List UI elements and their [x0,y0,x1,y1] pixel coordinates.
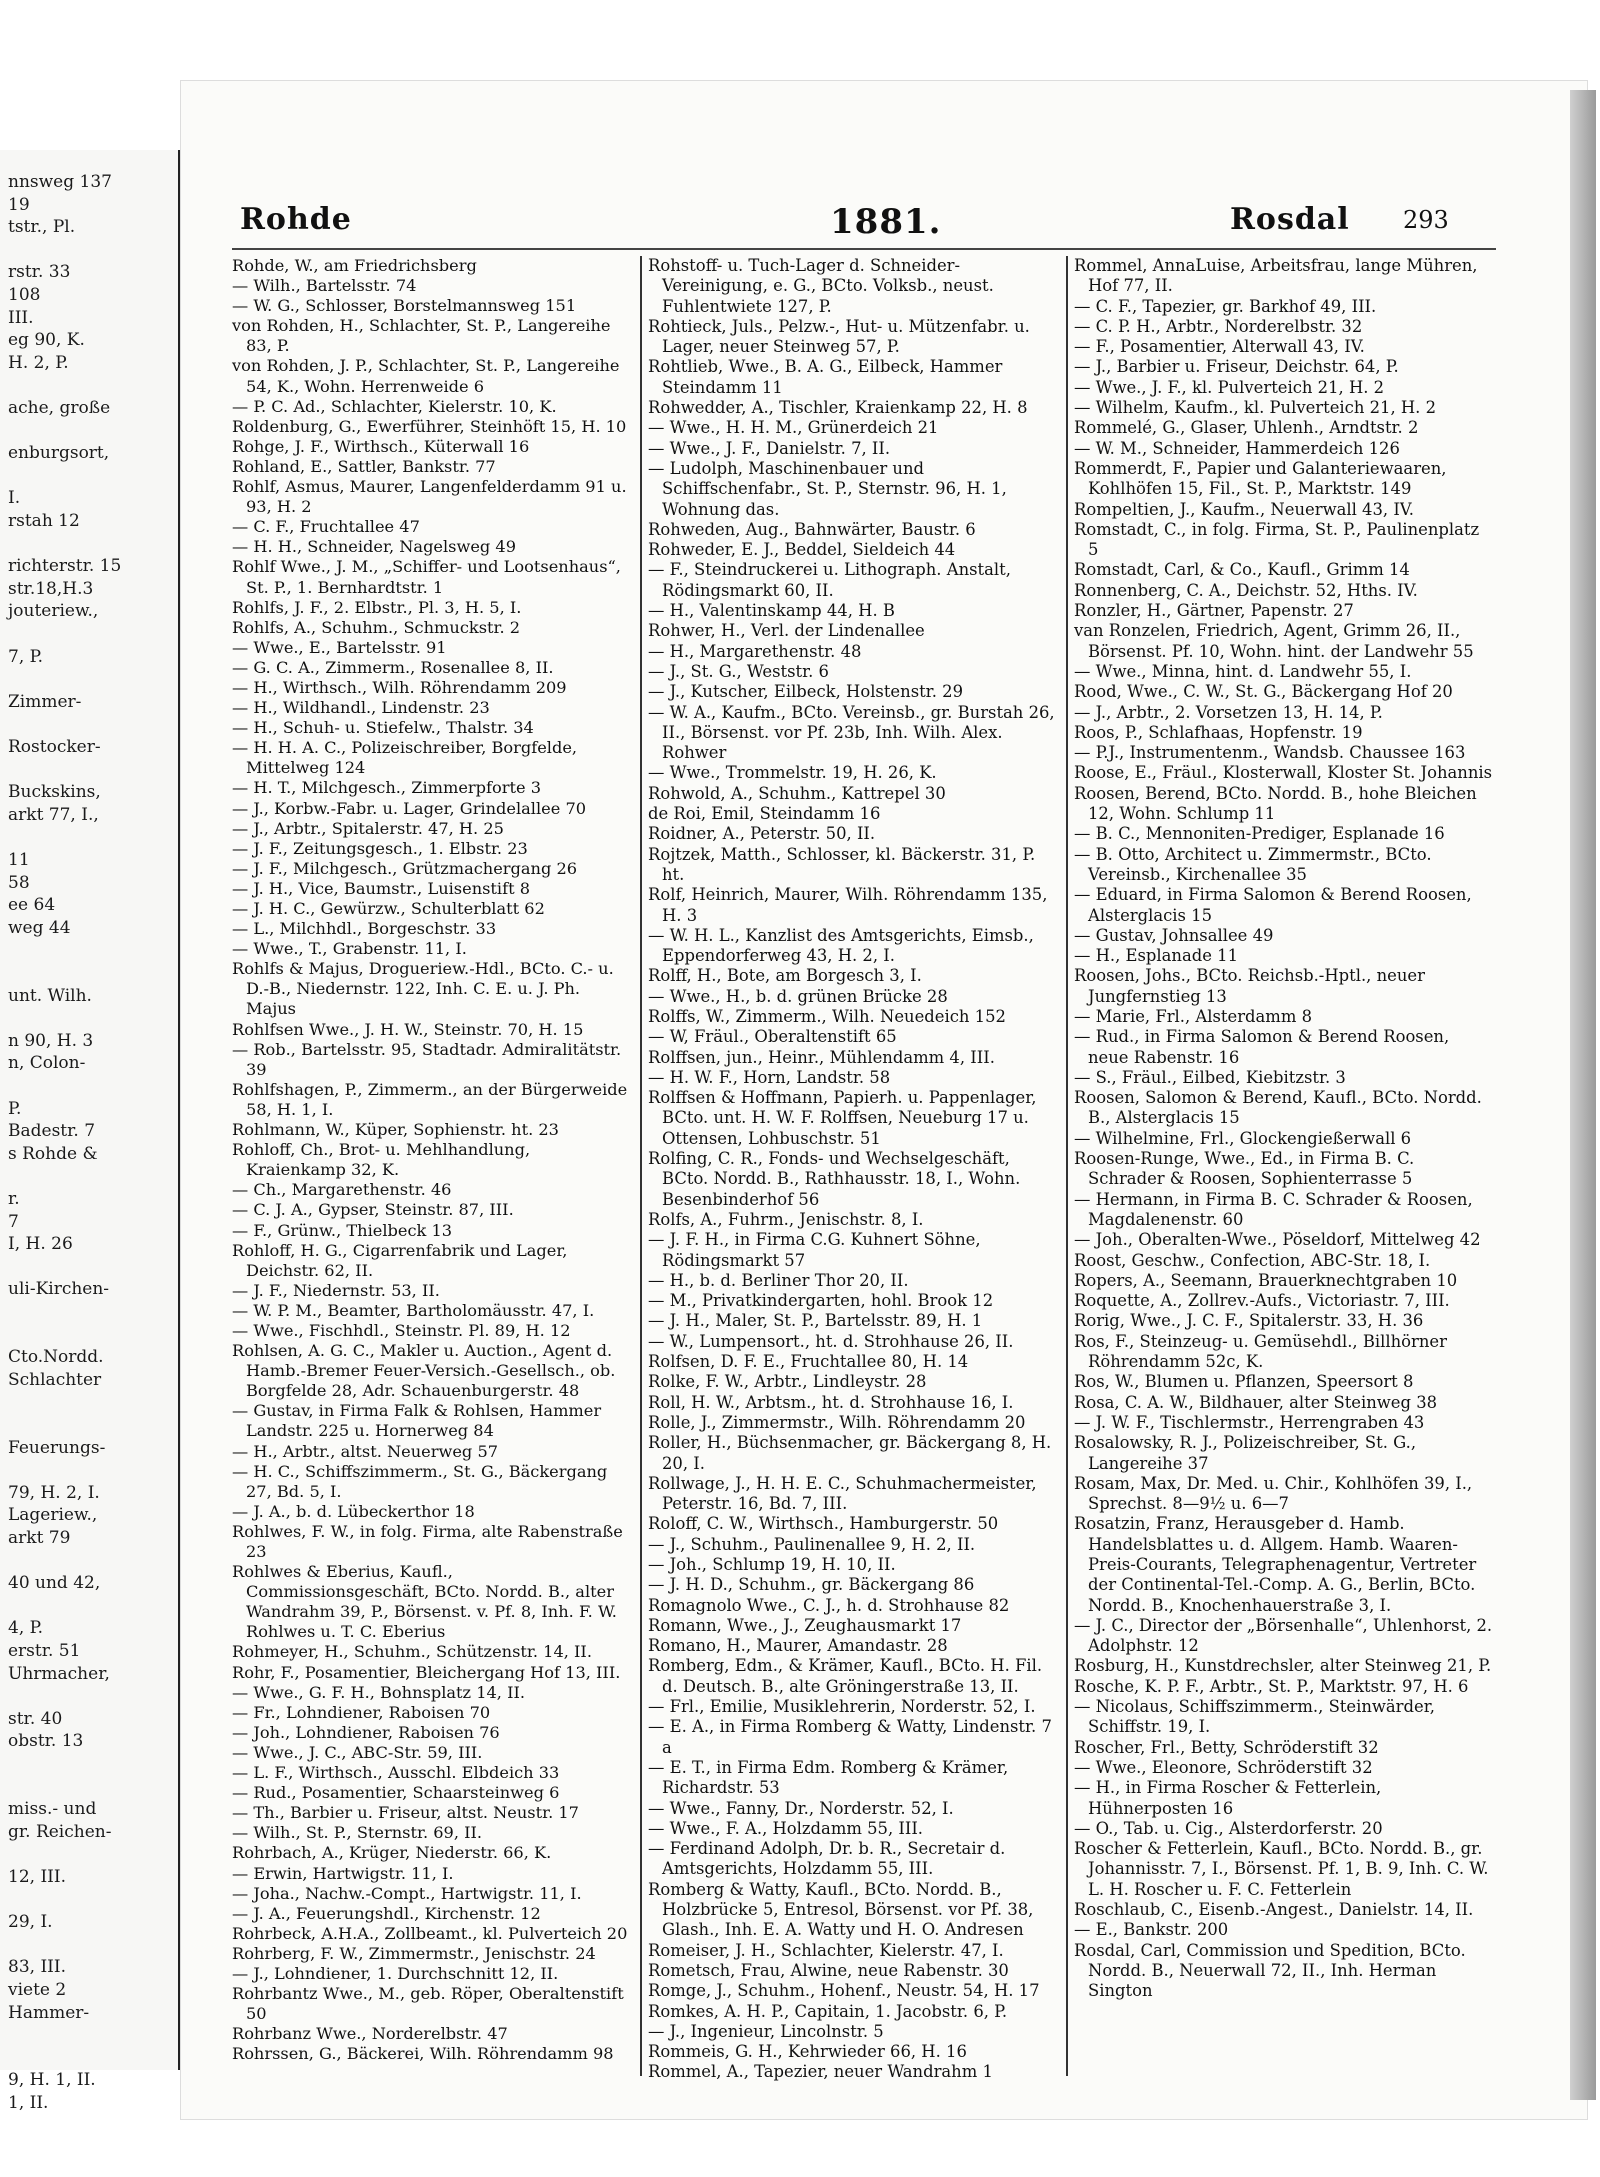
directory-entry: — Wilh., St. P., Sternstr. 69, II. [232,1823,483,1843]
directory-entry: — Wwe., Fischhdl., Steinstr. Pl. 89, H. 12 [232,1320,571,1340]
directory-entry: Rompeltien, J., Kaufm., Neuerwall 43, IV. [1074,499,1414,519]
page-number: 293 [1403,206,1449,234]
directory-entry: Rohlfshagen, P., Zimmerm., an der Bürgerweide 58, H. 1, I. [232,1079,628,1119]
directory-entry: Rohtieck, Juls., Pelzw.-, Hut- u. Mützenfabr. u. Lager, neuer Steinweg 57, P. [648,316,1030,357]
directory-entry: — Wwe., Minna, hint. d. Landwehr 55, I. [1074,661,1412,681]
previous-page-fragment: 11 [8,850,30,870]
previous-page-fragment: arkt 77, I., [8,804,99,825]
directory-entry: — J. F., Milchgesch., Grützmachergang 26 [232,858,578,878]
directory-page [180,80,1588,2120]
directory-entry: — J. H. C., Gewürzw., Schulterblatt 62 [232,899,545,918]
previous-page-fragment: arkt 79 [8,1528,71,1548]
directory-entry: — Wwe., Fanny, Dr., Norderstr. 52, I. [648,1798,954,1818]
directory-column-1 [232,256,632,2064]
directory-entry: — Rob., Bartelsstr. 95, Stadtadr. Admiralitätstr. 39 [232,1039,622,1079]
directory-entry: Rommerdt, F., Papier und Galanteriewaaren, Kohlhöfen 15, Fil., St. P., Marktstr. 149 [1074,458,1447,499]
directory-entry: Roquette, A., Zollrev.-Aufs., Victoriastr. 7, III. [1074,1291,1450,1311]
directory-entry: de Roi, Emil, Steindamm 16 [648,804,881,824]
previous-page-fragment: 7 [8,1211,19,1232]
directory-entry: Roosen-Runge, Wwe., Ed., in Firma B. C. Schrader & Roosen, Sophienterrasse 5 [1074,1149,1415,1189]
directory-entry: von Rohden, H., Schlachter, St. P., Langereihe 83, P. [232,316,611,356]
directory-entry: Rolffsen, jun., Heinr., Mühlendamm 4, III. [648,1047,995,1067]
directory-entry: Rommeis, G. H., Kehrwieder 66, H. 16 [648,2042,967,2062]
previous-page-fragment: H. 2, P. [8,352,69,373]
directory-entry: Rohrssen, G., Bäckerei, Wilh. Röhrendamm 98 [232,2044,614,2064]
directory-entry: Rohlwes & Eberius, Kaufl., Commissionsgeschäft, BCto. Nordd. B., alter Wandrahm 39, P., Börsenst. v. Pf. 8, Inh. F. W. Rohlwes u. T. C. Eberius [232,1562,617,1642]
previous-page-fragment: 12, III. [8,1867,66,1887]
directory-entry: — Joh., Lohndiener, Raboisen 76 [232,1722,500,1742]
directory-entry: — J. F., Niedernstr. 53, II. [232,1280,440,1300]
directory-entry: Rolke, F. W., Arbtr., Lindleystr. 28 [648,1372,927,1392]
directory-entry: Ros, F., Steinzeug- u. Gemüsehdl., Billhörner Röhrendamm 52c, K. [1074,1331,1447,1372]
directory-entry: Rohlfs & Majus, Drogueriew.-Hdl., BCto. C.- u. D.-B., Niedernstr. 122, Inh. C. E. u. J. Ph. Majus [232,959,614,1019]
previous-page-fragment: 7, P. [8,646,44,667]
previous-page-fragment: 1, II. [8,2093,49,2113]
previous-page-fragment: Rostocker- [8,737,101,757]
directory-entry: — Wwe., Eleonore, Schröderstift 32 [1074,1757,1373,1777]
directory-entry: Rohlwes, F. W., in folg. Firma, alte Rabenstraße 23 [232,1521,623,1561]
directory-entry: — W. A., Kaufm., BCto. Vereinsb., gr. Burstah 26, II., Börsenst. vor Pf. 23b, Inh. Wilh. Alex. Rohwer [648,702,1055,763]
directory-entry: Roidner, A., Peterstr. 50, II. [648,824,876,844]
directory-entry: Rohtlieb, Wwe., B. A. G., Eilbeck, Hammer Steindamm 11 [648,357,1003,397]
previous-page-fragment: Feuerungs- [8,1437,106,1458]
previous-page-fragment: Zimmer- [8,691,82,712]
directory-entry: — J., Barbier u. Friseur, Deichstr. 64, P. [1074,357,1399,377]
previous-page-fragment: str.18,H.3 [8,578,94,599]
directory-entry: Rohweden, Aug., Bahnwärter, Baustr. 6 [648,519,976,539]
previous-page-fragment: nnsweg 137 [8,172,112,192]
directory-entry: — H. H. A. C., Polizeischreiber, Borgfelde, Mittelweg 124 [232,738,578,778]
previous-page-fragment: rstr. 33 [8,262,71,283]
directory-entry: — G. C. A., Zimmerm., Rosenallee 8, II. [232,657,554,677]
directory-entry: Rohrbantz Wwe., M., geb. Röper, Oberaltenstift 50 [232,1984,624,2024]
directory-entry: — P. C. Ad., Schlachter, Kielerstr. 10, K. [232,396,557,416]
directory-entry: — H., Arbtr., altst. Neuerweg 57 [232,1441,499,1461]
directory-entry: — F., Steindruckerei u. Lithograph. Anstalt, Rödingsmarkt 60, II. [648,560,1011,600]
directory-entry: Roosen, Salomon & Berend, Kaufl., BCto. Nordd. B., Alsterglacis 15 [1074,1088,1482,1128]
directory-entry: — C. F., Tapezier, gr. Barkhof 49, III. [1074,296,1377,316]
directory-entry: — Erwin, Hartwigstr. 11, I. [232,1863,454,1883]
directory-entry: — M., Privatkindergarten, hohl. Brook 12 [648,1291,994,1311]
directory-entry: — S., Fräul., Eilbed, Kiebitzstr. 3 [1074,1067,1346,1087]
directory-entry: — Wwe., H., b. d. grünen Brücke 28 [648,986,948,1006]
directory-entry: — Nicolaus, Schiffszimmerm., Steinwärder, Schiffstr. 19, I. [1074,1697,1435,1737]
previous-page-fragment: erstr. 51 [8,1641,81,1661]
previous-page-fragment: Badestr. 7 [8,1121,96,1142]
previous-page-fragment: I, H. 26 [8,1234,73,1255]
directory-entry: Roscher, Frl., Betty, Schröderstift 32 [1074,1737,1379,1757]
directory-entry: Rohlmann, W., Küper, Sophienstr. ht. 23 [232,1120,559,1140]
previous-page-fragment: 83, III. [8,1957,66,1978]
directory-entry: Rojtzek, Matth., Schlosser, kl. Bäckerstr. 31, P. ht. [648,844,1036,884]
directory-entry: — P.J., Instrumentenm., Wandsb. Chaussee 163 [1074,743,1466,763]
directory-entry: — J. H. D., Schuhm., gr. Bäckergang 86 [648,1575,975,1595]
directory-entry: — L., Milchhdl., Borgeschstr. 33 [232,919,497,939]
directory-entry: — H., Valentinskamp 44, H. B [648,601,895,621]
directory-entry: Rohland, E., Sattler, Bankstr. 77 [232,456,496,476]
directory-entry: Roloff, C. W., Wirthsch., Hamburgerstr. 50 [648,1514,999,1534]
directory-entry: — J. H., Maler, St. P., Bartelsstr. 89, H. 1 [648,1311,983,1331]
directory-column-3 [1074,256,1494,2002]
directory-entry: — Wwe., J. F., Danielstr. 7, II. [648,438,891,458]
directory-entry: Ronnenberg, C. A., Deichstr. 52, Hths. IV. [1074,580,1418,600]
previous-page-fragment: n, Colon- [8,1053,86,1074]
previous-page-fragment: uli-Kirchen- [8,1279,110,1300]
directory-entry: — Gustav, in Firma Falk & Rohlsen, Hammer Landstr. 225 u. Hornerweg 84 [232,1401,602,1441]
directory-entry: Rosa, C. A. W., Bildhauer, alter Steinweg 38 [1074,1392,1438,1412]
directory-entry: Rolffs, W., Zimmerm., Wilh. Neuedeich 152 [648,1006,1006,1026]
directory-entry: — H., Schuh- u. Stiefelw., Thalstr. 34 [232,718,534,738]
previous-page-fragment: unt. Wilh. [8,985,92,1006]
directory-entry: — Joh., Schlump 19, H. 10, II. [648,1555,896,1574]
directory-entry: Rohloff, H. G., Cigarrenfabrik und Lager, Deichstr. 62, II. [232,1240,568,1280]
directory-entry: — Wwe., J. C., ABC-Str. 59, III. [232,1742,483,1762]
previous-page-fragment: 108 [8,285,41,305]
directory-entry: Rohlfs, A., Schuhm., Schmuckstr. 2 [232,617,521,637]
previous-page-fragment: III. [8,307,34,328]
directory-entry: — W. G., Schlosser, Borstelmannsweg 151 [232,296,577,316]
directory-entry: — E., Bankstr. 200 [1074,1920,1229,1940]
directory-entry: Roscher & Fetterlein, Kaufl., BCto. Nordd. B., gr. Johannisstr. 7, I., Börsenst. Pf. 1, B. 9, Inh. C. W. L. H. Roscher u. F. C. Fetterlein [1074,1839,1489,1899]
directory-entry: — Rud., in Firma Salomon & Berend Roosen, neue Rabenstr. 16 [1074,1027,1450,1067]
directory-entry: Rohweder, E. J., Beddel, Sieldeich 44 [648,540,956,560]
directory-entry: — W, Fräul., Oberaltenstift 65 [648,1027,897,1047]
directory-entry: Rollwage, J., H. H. E. C., Schuhmachermeister, Peterstr. 16, Bd. 7, III. [648,1473,1037,1514]
directory-entry: Rohge, J. F., Wirthsch., Küterwall 16 [232,436,530,456]
previous-page-fragment: gr. Reichen- [8,1821,112,1842]
directory-entry: — C. P. H., Arbtr., Norderelbstr. 32 [1074,316,1363,336]
directory-entry: — H. W. F., Horn, Landstr. 58 [648,1067,891,1087]
previous-page-fragment: 79, H. 2, I. [8,1482,100,1503]
directory-entry: Roll, H. W., Arbtsm., ht. d. Strohhause 16, I. [648,1392,1014,1412]
previous-page-fragment: I. [8,488,21,509]
header-left-keyword: Rohde [240,202,352,237]
directory-entry: Rosche, K. P. F., Arbtr., St. P., Marktstr. 97, H. 6 [1074,1676,1469,1696]
directory-entry: — Wwe., T., Grabenstr. 11, I. [232,939,467,959]
directory-entry: van Ronzelen, Friedrich, Agent, Grimm 26, II., Börsenst. Pf. 10, Wohn. hint. der Landwehr 55 [1074,621,1474,661]
previous-page-fragment: 29, I. [8,1912,53,1933]
directory-entry: — J., Ingenieur, Lincolnstr. 5 [648,2021,884,2041]
directory-entry: — B. Otto, Architect u. Zimmermstr., BCto. Vereinsb., Kirchenallee 35 [1074,844,1432,884]
directory-entry: Rohrbach, A., Krüger, Niederstr. 66, K. [232,1843,552,1863]
directory-entry: Roose, E., Fräul., Klosterwall, Kloster St. Johannis [1074,763,1493,783]
directory-entry: — Rud., Posamentier, Schaarsteinweg 6 [232,1783,560,1803]
directory-entry: Rohrbeck, A.H.A., Zollbeamt., kl. Pulverteich 20 [232,1923,628,1943]
column-divider [1066,256,1068,2076]
directory-entry: — J., Arbtr., Spitalerstr. 47, H. 25 [232,818,504,838]
directory-entry: Rolle, J., Zimmermstr., Wilh. Röhrendamm 20 [648,1412,1026,1432]
directory-entry: Roosen, Johs., BCto. Reichsb.-Hptl., neuer Jungfernstieg 13 [1074,966,1425,1006]
directory-entry: — F., Grünw., Thielbeck 13 [232,1220,453,1240]
directory-entry: Roost, Geschw., Confection, ABC-Str. 18, I. [1074,1250,1431,1270]
directory-entry: — C. F., Fruchtallee 47 [232,517,420,537]
directory-entry: Rommelé, G., Glaser, Uhlenh., Arndtstr. 2 [1074,418,1419,438]
directory-entry: — Eduard, in Firma Salomon & Berend Roosen, Alsterglacis 15 [1074,885,1472,925]
directory-entry: — H. T., Milchgesch., Zimmerpforte 3 [232,778,541,798]
previous-page-fragment: tstr., Pl. [8,217,76,238]
directory-entry: Romberg & Watty, Kaufl., BCto. Nordd. B., Holzbrücke 5, Entresol, Börsenst. vor Pf. 38, Glash., Inh. E. A. Watty und H. O. Andresen [648,1879,1034,1940]
directory-entry: Rohlfsen Wwe., J. H. W., Steinstr. 70, H. 15 [232,1019,584,1039]
directory-entry: — H., Wildhandl., Lindenstr. 23 [232,698,490,718]
directory-entry: — H., Wirthsch., Wilh. Röhrendamm 209 [232,677,567,697]
directory-entry: Rommel, AnnaLuise, Arbeitsfrau, lange Mühren, Hof 77, II. [1074,256,1478,296]
directory-entry: Rosam, Max, Dr. Med. u. Chir., Kohlhöfen 39, I., Sprechst. 8—9½ u. 6—7 [1074,1473,1473,1514]
directory-entry: Rolffsen & Hoffmann, Papierh. u. Pappenlager, BCto. unt. H. W. F. Rolffsen, Neueburg 17 u. Ottensen, Lohbuschstr. 51 [648,1088,1037,1148]
previous-page-fragment: Uhrmacher, [8,1663,110,1684]
directory-entry: Romstadt, Carl, & Co., Kaufl., Grimm 14 [1074,560,1410,580]
directory-entry: Rohrbanz Wwe., Norderelbstr. 47 [232,2024,508,2044]
directory-entry: — Th., Barbier u. Friseur, altst. Neustr. 17 [232,1803,579,1823]
directory-column-2 [648,256,1060,2083]
previous-page-fragment: richterstr. 15 [8,556,122,577]
directory-entry: Romberg, Edm., & Krämer, Kaufl., BCto. H. Fil. d. Deutsch. B., alte Gröningerstraße 13, II. [648,1656,1043,1696]
previous-page-fragment: r. [8,1189,20,1209]
directory-entry: Rohrberg, F. W., Zimmermstr., Jenischstr. 24 [232,1943,596,1963]
directory-entry: — J., Korbw.-Fabr. u. Lager, Grindelallee 70 [232,798,587,818]
directory-entry: Rolf, Heinrich, Maurer, Wilh. Röhrendamm 135, H. 3 [648,885,1048,925]
directory-entry: — Wwe., F. A., Holzdamm 55, III. [648,1818,924,1838]
previous-page-fragment: 19 [8,194,30,215]
directory-entry: — Wilhelmine, Frl., Glockengießerwall 6 [1074,1128,1412,1148]
directory-entry: Rohr, F., Posamentier, Bleichergang Hof 13, III. [232,1662,621,1682]
directory-entry: — W. H. L., Kanzlist des Amtsgerichts, Eimsb., Eppendorferweg 43, H. 2, I. [648,925,1034,966]
directory-entry: Rommel, A., Tapezier, neuer Wandrahm 1 [648,2062,993,2082]
directory-entry: — Ch., Margarethenstr. 46 [232,1180,452,1200]
directory-entry: Rolff, H., Bote, am Borgesch 3, I. [648,966,922,986]
directory-entry: Rohmeyer, H., Schuhm., Schützenstr. 14, II. [232,1642,592,1662]
directory-entry: Ropers, A., Seemann, Brauerknechtgraben 10 [1074,1270,1458,1290]
directory-entry: — Fr., Lohndiener, Raboisen 70 [232,1702,491,1722]
header-year: 1881. [830,202,942,242]
previous-page-fragment: ache, große [8,398,111,418]
page-edge-shadow [1570,90,1596,2100]
directory-entry: — Wwe., E., Bartelsstr. 91 [232,637,447,657]
directory-entry: — B. C., Mennoniten-Prediger, Esplanade 16 [1074,824,1445,844]
directory-entry: Roos, P., Schlafhaas, Hopfenstr. 19 [1074,722,1363,742]
directory-entry: — W. M., Schneider, Hammerdeich 126 [1074,438,1400,458]
directory-entry: — J. F., Zeitungsgesch., 1. Elbstr. 23 [232,838,528,858]
directory-entry: Romkes, A. H. P., Capitain, 1. Jacobstr. 6, P. [648,2001,1008,2021]
directory-entry: — Wilh., Bartelsstr. 74 [232,276,417,296]
directory-entry: Ros, W., Blumen u. Pflanzen, Speersort 8 [1074,1372,1414,1392]
directory-entry: Rolfsen, D. F. E., Fruchtallee 80, H. 14 [648,1352,969,1372]
directory-entry: — J. C., Director der „Börsenhalle“, Uhlenhorst, 2. Adolphstr. 12 [1074,1615,1493,1656]
previous-page-fragment: Hammer- [8,2002,90,2023]
directory-entry: Rohstoff- u. Tuch-Lager d. Schneider-Vereinigung, e. G., BCto. Volksb., neust. Fuhlentwiete 127, P. [648,256,994,316]
directory-entry: — J. A., b. d. Lübeckerthor 18 [232,1501,475,1521]
directory-entry: Roschlaub, C., Eisenb.-Angest., Danielstr. 14, II. [1074,1900,1474,1920]
directory-entry: Rohwold, A., Schuhm., Kattrepel 30 [648,783,946,803]
directory-entry: — L. F., Wirthsch., Ausschl. Elbdeich 33 [232,1763,560,1783]
previous-page-fragment: enburgsort, [8,443,110,464]
directory-entry: Rohlfs, J. F., 2. Elbstr., Pl. 3, H. 5, I. [232,597,522,617]
previous-page-fragment: rstah 12 [8,511,80,531]
directory-entry: — H. C., Schiffszimmerm., St. G., Bäckergang 27, Bd. 5, I. [232,1461,608,1501]
previous-page-fragment: Schlachter [8,1369,102,1390]
directory-entry: Rolfing, C. R., Fonds- und Wechselgeschäft, BCto. Nordd. B., Rathhausstr. 18, I., Wohn. Besenbinderhof 56 [648,1149,1021,1209]
directory-entry: — H., Margarethenstr. 48 [648,641,862,661]
directory-entry: Rohwer, H., Verl. der Lindenallee [648,621,925,641]
directory-entry: Rohlsen, A. G. C., Makler u. Auction., Agent d. Hamb.-Bremer Feuer-Versich.-Gesellsch., ob. Borgfelde 28, Adr. Schauenburgerstr. 48 [232,1341,616,1401]
previous-page-fragment: 9, H. 1, II. [8,2070,96,2091]
previous-page-fragment: ee 64 [8,895,56,916]
directory-entry: — J., Schuhm., Paulinenallee 9, H. 2, II. [648,1534,976,1554]
directory-entry: Rosburg, H., Kunstdrechsler, alter Steinweg 21, P. [1074,1656,1492,1676]
directory-entry: — H. H., Schneider, Nagelsweg 49 [232,537,517,557]
previous-page-fragment: jouterіew., [8,601,99,622]
directory-entry: — Marie, Frl., Alsterdamm 8 [1074,1006,1313,1026]
previous-page-fragment: n 90, H. 3 [8,1030,94,1051]
directory-entry: Rohde, W., am Friedrichsberg [232,256,477,275]
header-divider [232,248,1496,250]
directory-entry: — E. A., in Firma Romberg & Watty, Lindenstr. 7 a [648,1717,1052,1757]
directory-entry: — C. J. A., Gypser, Steinstr. 87, III. [232,1200,514,1220]
directory-entry: Rood, Wwe., C. W., St. G., Bäckergang Hof 20 [1074,682,1453,702]
directory-entry: — Wwe., J. F., kl. Pulverteich 21, H. 2 [1074,377,1385,397]
directory-entry: — H., b. d. Berliner Thor 20, II. [648,1270,909,1290]
directory-entry: Rosatzin, Franz, Herausgeber d. Hamb. Handelsblattes u. d. Allgem. Hamb. Waaren-Preis-Courants, Telegraphenagentur, Vertreter der Continental-Tel.-Comp. A. G., Berlin, BCto. Nordd. B., Knochenhauerstraße 3, I. [1074,1514,1477,1615]
directory-entry: — J., Arbtr., 2. Vorsetzen 13, H. 14, P. [1074,702,1383,722]
directory-entry: — J., Lohndiener, 1. Durchschnitt 12, II. [232,1963,559,1983]
directory-entry: — J., St. G., Weststr. 6 [648,661,829,681]
directory-entry: — Ferdinand Adolph, Dr. b. R., Secretair d. Amtsgerichts, Holzdamm 55, III. [648,1839,1006,1879]
directory-entry: — H., in Firma Roscher & Fetterlein, Hühnerposten 16 [1074,1778,1382,1818]
directory-entry: — W., Lumpensort., ht. d. Strohhause 26, II. [648,1331,1014,1351]
directory-entry: — J. H., Vice, Baumstr., Luisenstift 8 [232,878,531,898]
directory-entry: — H., Esplanade 11 [1074,946,1238,966]
directory-entry: — Joha., Nachw.-Compt., Hartwigstr. 11, I. [232,1883,582,1903]
directory-entry: Ronzler, H., Gärtner, Papenstr. 27 [1074,601,1354,621]
directory-entry: — J. A., Feuerungshdl., Kirchenstr. 12 [232,1903,541,1923]
directory-entry: — Ludolph, Maschinenbauer und Schiffschenfabr., St. P., Sternstr. 96, H. 1, Wohnung das. [648,458,1007,519]
previous-page-fragment: weg 44 [8,917,71,938]
previous-page-edge [0,150,181,2113]
directory-entry: Rorig, Wwe., J. C. F., Spitalerstr. 33, H. 36 [1074,1311,1424,1331]
previous-page-fragment: P. [8,1098,22,1119]
directory-entry: — E. T., in Firma Edm. Romberg & Krämer, Richardstr. 53 [648,1757,1009,1798]
directory-entry: Rohlf Wwe., J. M., „Schiffer- und Lootsenhaus“, St. P., 1. Bernhardtstr. 1 [232,557,621,597]
directory-entry: Rohloff, Ch., Brot- u. Mehlhandlung, Kraienkamp 32, K. [232,1140,531,1180]
directory-entry: Roosen, Berend, BCto. Nordd. B., hohe Bleichen 12, Wohn. Schlump 11 [1074,783,1477,824]
previous-page-fragment: 40 und 42, [8,1573,101,1594]
directory-entry: — W. P. M., Beamter, Bartholomäusstr. 47, I. [232,1300,595,1320]
directory-entry: — Frl., Emilie, Musiklehrerin, Norderstr. 52, I. [648,1697,1036,1717]
previous-page-fragment: 58 [8,872,30,893]
directory-entry: Roldenburg, G., Ewerführer, Steinhöft 15, H. 10 [232,416,627,436]
directory-entry: Rohwedder, A., Tischler, Kraienkamp 22, H. 8 [648,398,1028,418]
directory-entry: — Wwe., G. F. H., Bohnsplatz 14, II. [232,1682,526,1702]
directory-entry: Romagnolo Wwe., C. J., h. d. Strohhause 82 [648,1595,1010,1615]
previous-page-fragment: Lagerіew., [8,1505,98,1526]
directory-entry: — J., Kutscher, Eilbeck, Holstenstr. 29 [648,682,963,702]
previous-page-fragment: 4, P. [8,1618,44,1639]
directory-entry: von Rohden, J. P., Schlachter, St. P., Langereihe 54, K., Wohn. Herrenweide 6 [232,356,620,396]
previous-page-fragment: str. 40 [8,1708,63,1729]
previous-page-fragment: s Rohde & [8,1143,98,1164]
previous-page-fragment: viete 2 [8,1980,67,2000]
header-right-keyword: Rosdal [1230,202,1350,237]
directory-entry: — Wilhelm, Kaufm., kl. Pulverteich 21, H. 2 [1074,398,1437,418]
directory-entry: Romano, H., Maurer, Amandastr. 28 [648,1636,948,1656]
directory-entry: Rolfs, A., Fuhrm., Jenischstr. 8, I. [648,1209,924,1229]
directory-entry: — Gustav, Johnsallee 49 [1074,925,1274,945]
previous-page-fragment: Cto.Nordd. [8,1347,104,1368]
directory-entry: Rohlf, Asmus, Maurer, Langenfelderdamm 91 u. 93, H. 2 [232,477,627,517]
column-divider [640,256,642,2076]
directory-entry: Roller, H., Büchsenmacher, gr. Bäckergang 8, H. 20, I. [648,1433,1052,1473]
previous-page-fragment: eg 90, K. [8,330,85,351]
directory-entry: — J. W. F., Tischlermstr., Herrengraben 43 [1074,1412,1425,1432]
directory-entry: Romann, Wwe., J., Zeughausmarkt 17 [648,1615,962,1635]
directory-entry: — Hermann, in Firma B. C. Schrader & Roosen, Magdalenenstr. 60 [1074,1189,1473,1229]
directory-entry: — J. F. H., in Firma C.G. Kuhnert Söhne, Rödingsmarkt 57 [648,1230,981,1270]
directory-entry: Rosalowsky, R. J., Polizeischreiber, St. G., Langereihe 37 [1074,1433,1417,1473]
directory-entry: Romstadt, C., in folg. Firma, St. P., Paulinenplatz 5 [1074,519,1480,560]
page-header [180,202,1588,246]
directory-entry: — Joh., Oberalten-Wwe., Pöseldorf, Mittelweg 42 [1074,1230,1481,1250]
directory-entry: — F., Posamentier, Alterwall 43, IV. [1074,337,1365,357]
previous-page-fragment: obstr. 13 [8,1731,84,1752]
directory-entry: — Wwe., H. H. M., Grünerdeich 21 [648,418,939,438]
directory-entry: Romeiser, J. H., Schlachter, Kielerstr. 47, I. [648,1940,1004,1960]
directory-entry: Rosdal, Carl, Commission und Spedition, BCto. Nordd. B., Neuerwall 72, II., Inh. Herman Sington [1074,1940,1466,2001]
directory-entry: — Wwe., Trommelstr. 19, H. 26, K. [648,763,937,783]
directory-entry: Romge, J., Schuhm., Hohenf., Neustr. 54, H. 17 [648,1981,1040,2001]
directory-entry: — O., Tab. u. Cig., Alsterdorferstr. 20 [1074,1818,1383,1838]
directory-entry: Rometsch, Frau, Alwine, neue Rabenstr. 30 [648,1960,1009,1980]
previous-page-fragment: miss.- und [8,1799,97,1820]
previous-page-fragment: Buckskins, [8,782,101,803]
